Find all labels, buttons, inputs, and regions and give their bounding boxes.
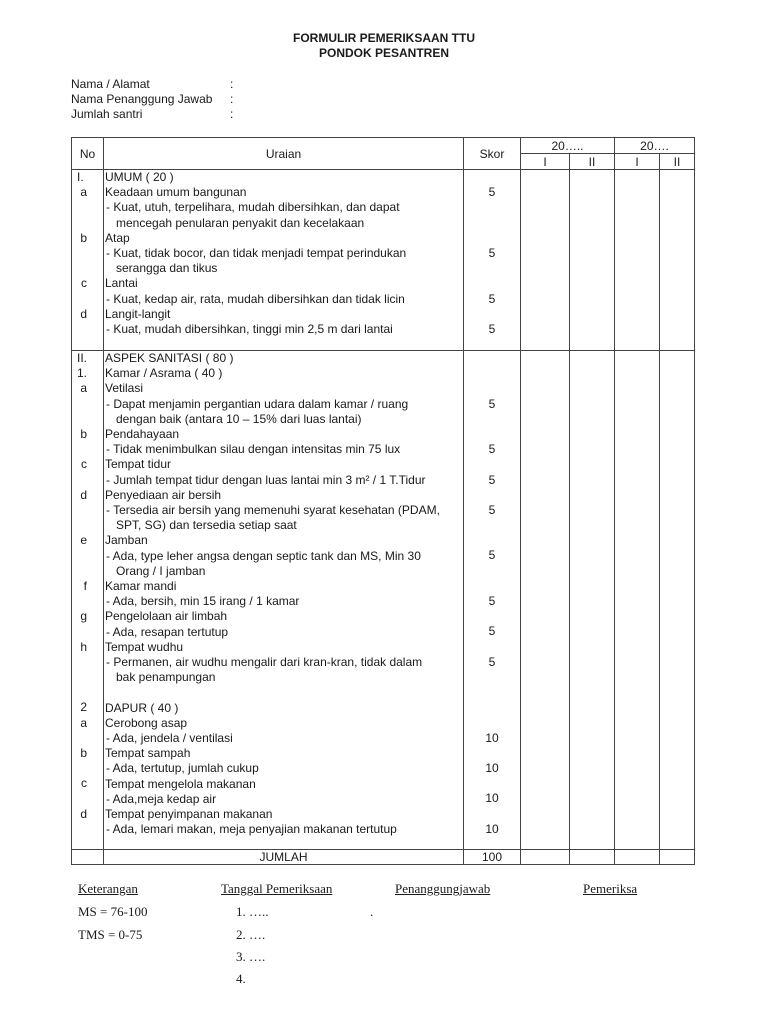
item-text: - Kuat, mudah dibersihkan, tinggi min 2,5 m dari lantai	[106, 322, 393, 337]
item-number	[72, 292, 87, 307]
item-number	[72, 761, 87, 776]
item-number	[72, 594, 87, 609]
info-label: Nama / Alamat	[71, 77, 150, 91]
item-score: 5	[488, 654, 496, 669]
form-subtitle: PONDOK PESANTREN	[318, 46, 449, 60]
item-text: DAPUR ( 40 )	[105, 700, 179, 715]
item-number	[72, 442, 87, 457]
item-number	[72, 518, 87, 533]
item-score: 5	[488, 548, 496, 563]
item-text: - Ada, jendela / ventilasi	[106, 731, 233, 746]
col-header-sub-1: I	[521, 154, 570, 170]
item-number	[72, 655, 87, 670]
item-score	[464, 518, 520, 533]
no-cell	[72, 170, 104, 351]
item-number	[72, 261, 87, 276]
item-number	[72, 685, 87, 700]
section-row-sanitasi	[72, 351, 695, 850]
check-cell[interactable]	[660, 850, 695, 865]
item-number: a	[80, 715, 87, 730]
item-number: I.	[77, 170, 84, 184]
item-text: - Kuat, tidak bocor, dan tidak menjadi tempat perindukan	[106, 246, 407, 261]
item-score	[464, 807, 520, 822]
item-text: - Ada, tertutup, jumlah cukup	[106, 761, 259, 776]
item-number	[72, 731, 87, 746]
item-score	[464, 670, 520, 685]
item-text: Vetilasi	[105, 381, 144, 396]
info-sep: :	[230, 77, 234, 91]
item-score	[464, 488, 520, 503]
item-score: 10	[485, 791, 499, 806]
item-text: - Ada, lemari makan, meja penyajian makanan tertutup	[106, 822, 397, 837]
item-score: 5	[488, 442, 496, 457]
item-text: - Tidak menimbulkan silau dengan intensitas min 75 lux	[106, 442, 401, 457]
item-text: - Kuat, utuh, terpelihara, mudah dibersihkan, dan dapat	[106, 200, 400, 215]
skor-cell	[464, 351, 521, 850]
item-score	[464, 700, 520, 715]
item-number: 2	[80, 700, 87, 715]
col-header-year-1: 20…..	[521, 138, 615, 154]
item-text: SPT, SG) dan tersedia setiap saat	[116, 518, 297, 533]
check-cell[interactable]	[615, 850, 660, 865]
item-score	[464, 746, 520, 761]
item-score	[464, 170, 520, 185]
footer-penanggungjawab: Penanggungjawab	[395, 881, 491, 896]
item-text: Tempat wudhu	[105, 639, 184, 654]
item-score: 5	[488, 291, 496, 306]
item-number: d	[80, 487, 87, 502]
item-number: g	[80, 609, 87, 624]
item-number: d	[80, 806, 87, 821]
item-score	[464, 381, 520, 396]
item-text: - Permanen, air wudhu mengalir dari kran-kran, tidak dalam	[106, 655, 423, 670]
item-score	[464, 200, 520, 215]
col-header-sub-2: II	[570, 154, 615, 170]
item-score: 5	[488, 472, 496, 487]
item-score: 5	[488, 502, 496, 517]
item-score	[464, 457, 520, 472]
item-text: Tempat mengelola makanan	[105, 776, 256, 791]
item-score	[464, 307, 520, 322]
item-text: mencegah penularan penyakit dan kecelakaan	[116, 215, 365, 230]
item-text: - Kuat, kedap air, rata, mudah dibersihkan dan tidak licin	[106, 291, 405, 306]
item-score	[464, 351, 520, 366]
info-sep: :	[230, 92, 234, 106]
item-text: Tempat sampah	[105, 746, 191, 761]
item-text: Penyediaan air bersih	[105, 487, 222, 502]
item-number	[72, 216, 87, 231]
info-jumlah-santri	[71, 107, 233, 122]
check-cell[interactable]	[660, 170, 695, 351]
item-number	[72, 548, 87, 563]
item-number	[72, 397, 87, 412]
item-number	[72, 503, 87, 518]
col-header-sub-4: II	[660, 154, 695, 170]
item-number	[72, 322, 87, 337]
item-score: 5	[488, 594, 496, 608]
footer-tanggal-pemeriksaan: Tanggal Pemeriksaan	[221, 881, 333, 896]
item-number	[72, 246, 87, 261]
check-cell[interactable]	[570, 351, 615, 850]
item-score	[464, 716, 520, 731]
item-number	[72, 412, 87, 427]
item-score	[464, 427, 520, 442]
item-number: a	[80, 185, 87, 200]
footer-item-2: 2. ….	[236, 927, 266, 942]
item-score: 5	[488, 396, 496, 411]
item-text: serangga dan tikus	[116, 261, 218, 276]
item-number	[72, 200, 87, 215]
total-no-cell	[72, 850, 104, 865]
item-text: Langit-langit	[105, 306, 171, 321]
item-text: Keadaan umum bangunan	[105, 185, 247, 200]
item-score: 10	[485, 730, 499, 745]
footer-item-1: 1. …..	[236, 904, 269, 919]
item-number: c	[81, 276, 87, 291]
item-number: c	[81, 457, 87, 472]
inspection-table	[71, 137, 695, 865]
check-cell[interactable]	[521, 170, 570, 351]
item-text: Kamar mandi	[105, 579, 177, 594]
item-score: 5	[488, 245, 496, 260]
item-text: Lantai	[105, 276, 138, 291]
item-number: 1.	[76, 366, 87, 381]
col-header-year-2: 20….	[615, 138, 695, 154]
info-label: Jumlah santri	[71, 107, 143, 121]
item-score: 5	[488, 321, 496, 336]
item-text: Pendahayaan	[105, 427, 180, 442]
item-text: Kamar / Asrama ( 40 )	[105, 366, 223, 381]
info-label: Nama Penanggung Jawab	[71, 92, 213, 106]
item-number: b	[80, 426, 87, 441]
total-row	[72, 850, 695, 865]
uraian-cell	[104, 170, 464, 351]
footer-dot: .	[370, 904, 374, 919]
item-text: Tempat tidur	[105, 457, 172, 472]
info-nama-alamat	[71, 77, 233, 92]
item-score: 10	[485, 821, 499, 836]
item-score	[464, 261, 520, 276]
item-number: c	[81, 776, 87, 791]
item-number	[72, 564, 87, 579]
item-text: - Ada, bersih, min 15 irang / 1 kamar	[106, 594, 300, 609]
item-text: Jamban	[105, 533, 148, 548]
item-score: 5	[488, 185, 496, 200]
item-score	[464, 564, 520, 579]
total-value: 100	[464, 850, 521, 865]
item-text: Tempat penyimpanan makanan	[105, 807, 273, 822]
section-row-umum	[72, 170, 695, 351]
item-number: f	[83, 578, 87, 593]
item-score	[464, 609, 520, 624]
form-title: FORMULIR PEMERIKSAAN TTU	[293, 31, 475, 45]
uraian-cell	[104, 351, 464, 850]
item-text	[104, 685, 463, 700]
item-text: - Dapat menjamin pergantian udara dalam kamar / ruang	[106, 396, 409, 411]
footer-keterangan: Keterangan	[78, 881, 138, 896]
item-number	[72, 822, 87, 837]
item-number	[72, 473, 87, 488]
item-score	[464, 216, 520, 231]
item-text: bak penampungan	[116, 670, 216, 685]
col-header-sub-3: I	[615, 154, 660, 170]
footer-tms-range: TMS = 0-75	[78, 927, 143, 942]
item-score	[464, 366, 520, 381]
footer-ms-range: MS = 76-100	[78, 904, 148, 919]
check-cell[interactable]	[660, 351, 695, 850]
item-text: UMUM ( 20 )	[105, 170, 174, 184]
item-score	[464, 231, 520, 246]
item-text: Atap	[105, 230, 130, 245]
item-text: - Ada,meja kedap air	[106, 791, 217, 806]
item-score	[464, 412, 520, 427]
item-number: b	[80, 745, 87, 760]
item-number: d	[80, 306, 87, 321]
item-number: e	[80, 533, 87, 548]
item-text: - Ada, resapan tertutup	[106, 624, 229, 639]
item-number	[72, 670, 87, 685]
item-text: Orang / I jamban	[116, 563, 206, 578]
col-header-uraian: Uraian	[104, 138, 464, 170]
item-text: - Ada, type leher angsa dengan septic tank dan MS, Min 30	[106, 548, 421, 563]
item-text: dengan baik (antara 10 – 15% dari luas lantai)	[116, 411, 362, 426]
info-penanggung-jawab	[71, 92, 233, 107]
item-score	[464, 579, 520, 594]
item-score	[464, 776, 520, 791]
item-number: II.	[77, 351, 88, 365]
item-text: Cerobong asap	[105, 715, 188, 730]
info-sep: :	[230, 107, 234, 121]
no-cell	[72, 351, 104, 850]
check-cell[interactable]	[521, 351, 570, 850]
item-score	[464, 640, 520, 655]
footer-item-4: 4.	[236, 971, 246, 986]
item-number	[72, 791, 87, 806]
total-label: JUMLAH	[104, 850, 464, 865]
item-text: ASPEK SANITASI ( 80 )	[105, 351, 234, 365]
check-cell[interactable]	[615, 170, 660, 351]
skor-cell	[464, 170, 521, 351]
item-number: b	[80, 230, 87, 245]
footer-pemeriksa: Pemeriksa	[583, 881, 638, 896]
footer-item-3: 3. ….	[236, 949, 266, 964]
item-score: 5	[488, 624, 496, 639]
check-cell[interactable]	[570, 850, 615, 865]
item-score	[464, 276, 520, 291]
item-number	[72, 624, 87, 639]
col-header-skor: Skor	[464, 138, 521, 170]
item-text: - Tersedia air bersih yang memenuhi syarat kesehatan (PDAM,	[106, 503, 440, 518]
item-score: 10	[485, 761, 499, 776]
item-number: a	[80, 381, 87, 396]
check-cell[interactable]	[521, 850, 570, 865]
check-cell[interactable]	[570, 170, 615, 351]
item-score	[464, 685, 520, 700]
item-text: Pengelolaan air limbah	[105, 609, 228, 624]
col-header-no: No	[72, 138, 104, 170]
item-score	[464, 533, 520, 548]
item-text: - Jumlah tempat tidur dengan luas lantai min 3 m² / 1 T.Tidur	[106, 472, 426, 487]
item-number: h	[80, 639, 87, 654]
check-cell[interactable]	[615, 351, 660, 850]
